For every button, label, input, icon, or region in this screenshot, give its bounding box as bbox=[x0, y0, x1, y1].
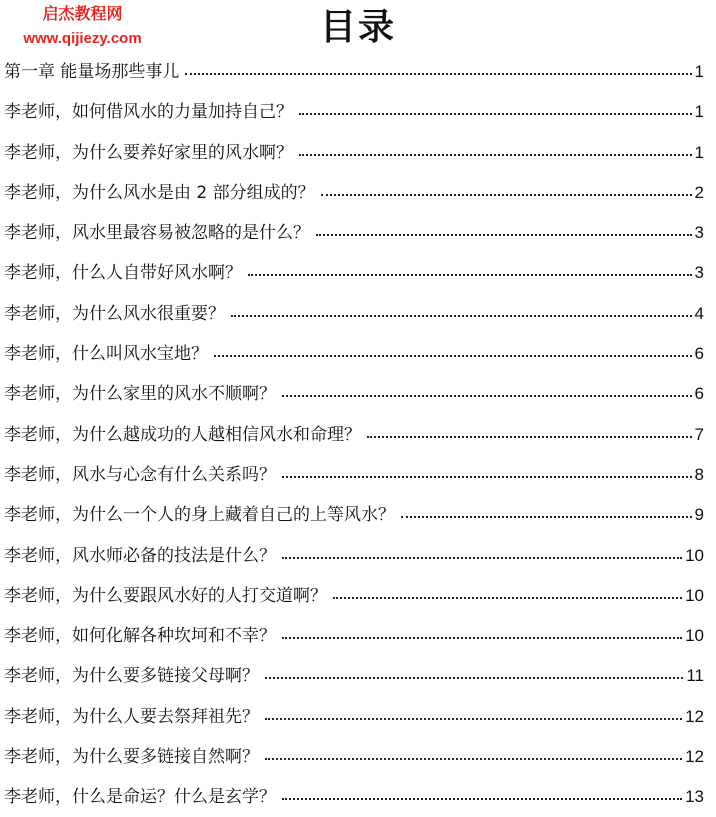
dot-leader bbox=[282, 393, 692, 397]
toc-entry-title: 李老师，什么人自带好风水啊？ bbox=[4, 263, 242, 284]
toc-entry-page-number: 9 bbox=[694, 505, 704, 525]
dot-leader bbox=[367, 434, 692, 438]
toc-entry-page-number: 10 bbox=[685, 585, 704, 605]
dot-leader bbox=[231, 313, 692, 317]
toc-entry-title: 李老师，为什么要跟风水好的人打交道啊？ bbox=[4, 585, 327, 606]
toc-entry-page-number: 1 bbox=[694, 102, 704, 122]
toc-entry[interactable] bbox=[4, 656, 704, 696]
toc-entry-title: 李老师，为什么要多链接自然啊？ bbox=[4, 747, 259, 768]
toc-entry-page-number: 3 bbox=[694, 223, 704, 243]
toc-entry[interactable] bbox=[4, 616, 704, 656]
toc-entry-page-number: 2 bbox=[694, 182, 704, 202]
dot-leader bbox=[282, 796, 682, 800]
toc-entry-title: 李老师，风水师必备的技法是什么？ bbox=[4, 545, 276, 566]
toc-entry-title: 第一章 能量场那些事儿 bbox=[4, 62, 180, 82]
toc-entry[interactable] bbox=[4, 777, 704, 817]
dot-leader bbox=[265, 756, 682, 760]
toc-entry[interactable] bbox=[4, 294, 704, 334]
toc-entry[interactable] bbox=[4, 92, 704, 132]
toc-entry[interactable] bbox=[4, 52, 704, 92]
toc-entry-title: 李老师，风水里最容易被忽略的是什么？ bbox=[4, 223, 310, 244]
toc-entry-title: 李老师，为什么要多链接父母啊？ bbox=[4, 666, 259, 687]
toc-entry-page-number: 12 bbox=[685, 706, 704, 726]
toc-entry-title: 李老师，为什么人要去祭拜祖先？ bbox=[4, 706, 259, 727]
dot-leader bbox=[248, 272, 692, 276]
dot-leader bbox=[185, 71, 691, 75]
watermark-site-name: 启杰教程网 bbox=[42, 4, 123, 23]
toc-entry-title: 李老师，为什么风水很重要？ bbox=[4, 303, 225, 324]
toc-entry-page-number: 7 bbox=[694, 424, 704, 444]
dot-leader bbox=[265, 716, 682, 720]
toc-entry[interactable] bbox=[4, 737, 704, 777]
dot-leader bbox=[214, 353, 692, 357]
toc-entry[interactable] bbox=[4, 697, 704, 737]
toc-entry-title: 李老师，为什么要养好家里的风水啊？ bbox=[4, 142, 293, 163]
toc-entry-title: 李老师，风水与心念有什么关系吗？ bbox=[4, 464, 276, 485]
dot-leader bbox=[299, 152, 692, 156]
toc-entry[interactable] bbox=[4, 334, 704, 374]
toc-entry[interactable] bbox=[4, 536, 704, 576]
toc-entry[interactable] bbox=[4, 213, 704, 253]
toc-entry-title: 李老师，为什么一个人的身上藏着自己的上等风水？ bbox=[4, 505, 395, 526]
toc-entry-title: 李老师，为什么越成功的人越相信风水和命理？ bbox=[4, 424, 361, 445]
dot-leader bbox=[299, 111, 692, 115]
dot-leader bbox=[316, 232, 692, 236]
toc-entry-page-number: 6 bbox=[694, 344, 704, 364]
toc-entry-page-number: 10 bbox=[685, 545, 704, 565]
dot-leader bbox=[282, 555, 682, 559]
dot-leader bbox=[333, 595, 682, 599]
toc-entry[interactable] bbox=[4, 374, 704, 414]
toc-entry[interactable] bbox=[4, 455, 704, 495]
toc-entry-page-number: 10 bbox=[685, 626, 704, 646]
toc-entry-page-number: 11 bbox=[686, 666, 704, 686]
toc-entry-title: 李老师，为什么风水是由 2 部分组成的？ bbox=[4, 182, 315, 203]
toc-entry[interactable] bbox=[4, 576, 704, 616]
toc-entry-title: 李老师，什么叫风水宝地？ bbox=[4, 344, 208, 365]
toc-entry-title: 李老师，什么是命运？什么是玄学？ bbox=[4, 787, 276, 808]
toc-entry-page-number: 6 bbox=[694, 384, 704, 404]
table-of-contents bbox=[4, 52, 704, 817]
toc-entry-title: 李老师，为什么家里的风水不顺啊？ bbox=[4, 384, 276, 405]
dot-leader bbox=[265, 675, 683, 679]
toc-entry[interactable] bbox=[4, 133, 704, 173]
toc-entry[interactable] bbox=[4, 253, 704, 293]
toc-entry-page-number: 4 bbox=[694, 303, 704, 323]
toc-entry-page-number: 3 bbox=[694, 263, 704, 283]
toc-entry[interactable] bbox=[4, 415, 704, 455]
toc-entry-title: 李老师，如何借风水的力量加持自己？ bbox=[4, 102, 293, 123]
dot-leader bbox=[321, 192, 692, 196]
dot-leader bbox=[401, 514, 692, 518]
toc-entry[interactable] bbox=[4, 495, 704, 535]
toc-entry-page-number: 1 bbox=[694, 142, 704, 162]
toc-entry-page-number: 1 bbox=[694, 62, 704, 81]
toc-entry-title: 李老师，如何化解各种坎坷和不幸？ bbox=[4, 626, 276, 647]
watermark-site-url: www.qijiezy.com bbox=[23, 30, 142, 47]
page-title: 目录 bbox=[319, 6, 396, 48]
dot-leader bbox=[282, 635, 682, 639]
dot-leader bbox=[282, 474, 692, 478]
toc-entry-page-number: 13 bbox=[685, 787, 704, 807]
toc-entry-page-number: 8 bbox=[694, 464, 704, 484]
toc-entry-page-number: 12 bbox=[685, 747, 704, 767]
toc-entry[interactable] bbox=[4, 173, 704, 213]
